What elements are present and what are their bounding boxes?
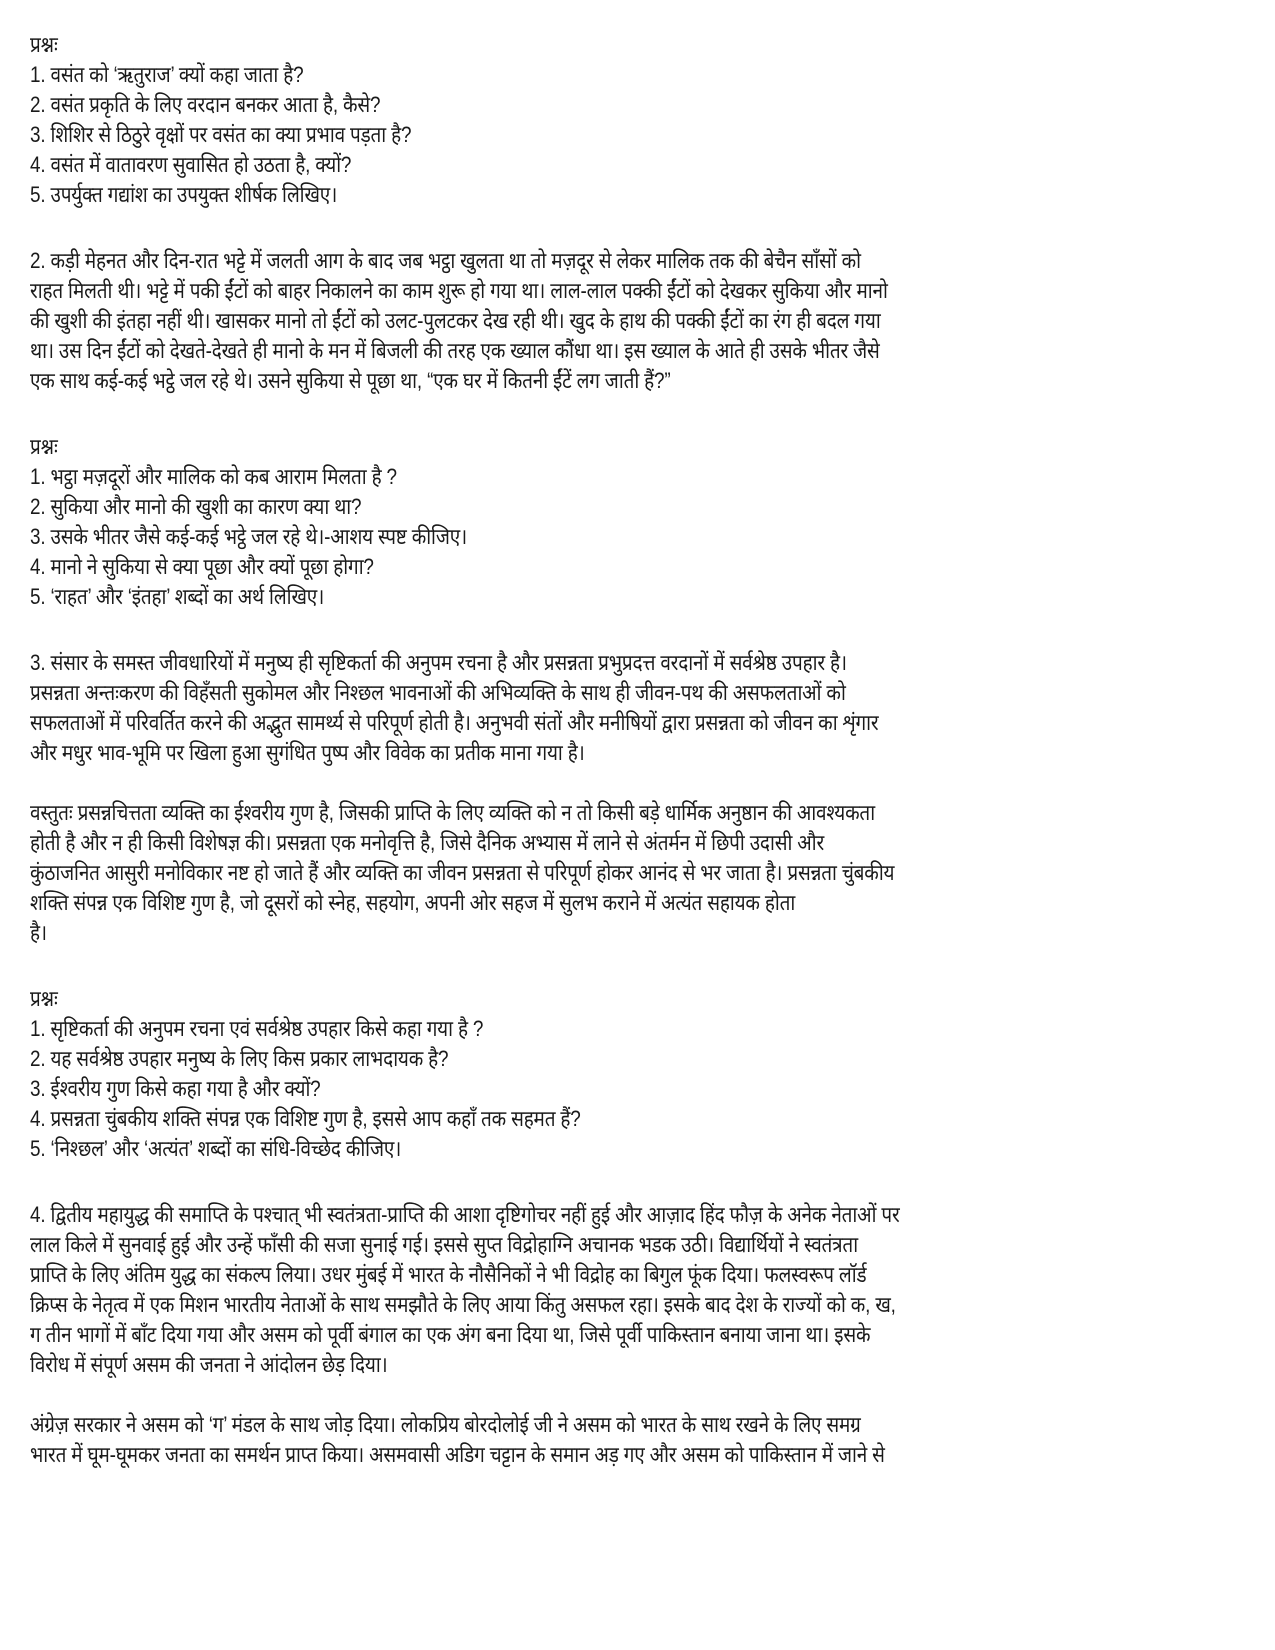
question-item: 1. वसंत को ‘ऋतुराज’ क्यों कहा जाता है? — [30, 62, 304, 87]
passage-line: प्रसन्नता अन्तःकरण की विहँसती सुकोमल और निश्छल भावनाओं की अभिव्यक्ति के साथ ही जीवन-पथ की असफलताओं को — [30, 680, 846, 705]
questions-heading: प्रश्नः — [30, 434, 58, 459]
passage-line: अंग्रेज़ सरकार ने असम को ‘ग’ मंडल के साथ जोड़ दिया। लोकप्रिय बोरदोलोई जी ने असम को भारत के साथ रखने के लिए समग्र — [30, 1412, 861, 1437]
questions-heading: प्रश्नः — [30, 986, 58, 1011]
passage-line: और मधुर भाव-भूमि पर खिला हुआ सुगंधित पुष्प और विवेक का प्रतीक माना गया है। — [30, 740, 585, 765]
question-item: 2. यह सर्वश्रेष्ठ उपहार मनुष्य के लिए किस प्रकार लाभदायक है? — [30, 1046, 449, 1071]
question-item: 3. उसके भीतर जैसे कई-कई भट्ठे जल रहे थे।-आशय स्पष्ट कीजिए। — [30, 524, 468, 549]
passage-line: कुंठाजनित आसुरी मनोविकार नष्ट हो जाते हैं और व्यक्ति का जीवन प्रसन्नता से परिपूर्ण होकर आनंद से भर जाता है। प्रसन्नता चुंबकीय — [30, 860, 895, 885]
question-item: 4. मानो ने सुकिया से क्या पूछा और क्यों पूछा होगा? — [30, 554, 374, 579]
passage-line: वस्तुतः प्रसन्नचित्तता व्यक्ति का ईश्वरीय गुण है, जिसकी प्राप्ति के लिए व्यक्ति को न तो किसी बड़े धार्मिक अनुष्ठान की आवश्यकता — [30, 800, 875, 825]
question-item: 3. ईश्वरीय गुण किसे कहा गया है और क्यों? — [30, 1076, 321, 1101]
questions-block-3 — [30, 984, 1245, 1164]
passage-line: विरोध में संपूर्ण असम की जनता ने आंदोलन छेड़ दिया। — [30, 1352, 388, 1377]
passage-line: की खुशी की इंतहा नहीं थी। खासकर मानो तो ईंटों को उलट-पुलटकर देख रही थी। खुद के हाथ की पक्की ईंटों का रंग ही बदल गया — [30, 308, 881, 333]
passage-3 — [30, 648, 1245, 768]
passage-4 — [30, 1200, 1245, 1380]
question-item: 5. ‘राहत’ और ‘इंतहा’ शब्दों का अर्थ लिखिए। — [30, 584, 325, 609]
question-item: 2. सुकिया और मानो की खुशी का कारण क्या था? — [30, 494, 362, 519]
question-item: 4. वसंत में वातावरण सुवासित हो उठता है, क्यों? — [30, 152, 352, 177]
question-item: 2. वसंत प्रकृति के लिए वरदान बनकर आता है, कैसे? — [30, 92, 381, 117]
passage-2 — [30, 246, 1245, 396]
passage-3-continued — [30, 798, 1245, 948]
passage-line: होती है और न ही किसी विशेषज्ञ की। प्रसन्नता एक मनोवृत्ति है, जिसे दैनिक अभ्यास में लाने से अंतर्मन में छिपी उदासी और — [30, 830, 825, 855]
passage-line: सफलताओं में परिवर्तित करने की अद्भुत सामर्थ्य से परिपूर्ण होती है। अनुभवी संतों और मनीषियों द्वारा प्रसन्नता को जीवन का शृंगार — [30, 710, 879, 735]
passage-line: राहत मिलती थी। भट्टे में पकी ईंटों को बाहर निकालने का काम शुरू हो गया था। लाल-लाल पक्की ईंटों को देखकर सुकिया और मानो — [30, 278, 888, 303]
passage-line: था। उस दिन ईंटों को देखते-देखते ही मानो के मन में बिजली की तरह एक ख्याल कौंधा था। इस ख्याल के आते ही उसके भीतर जैसे — [30, 338, 880, 363]
question-item: 1. सृष्टिकर्ता की अनुपम रचना एवं सर्वश्रेष्ठ उपहार किसे कहा गया है ? — [30, 1016, 484, 1041]
passage-line: है। — [30, 920, 47, 945]
passage-line: ग तीन भागों में बाँट दिया गया और असम को पूर्वी बंगाल का एक अंग बना दिया था, जिसे पूर्वी पाकिस्तान बनाया जाना था। इसके — [30, 1322, 871, 1347]
question-item: 5. उपर्युक्त गद्यांश का उपयुक्त शीर्षक लिखिए। — [30, 182, 338, 207]
passage-line: एक साथ कई-कई भट्ठे जल रहे थे। उसने सुकिया से पूछा था, “एक घर में कितनी ईंटें लग जाती हैं?” — [30, 368, 671, 393]
passage-4-continued — [30, 1410, 1245, 1470]
passage-line: 3. संसार के समस्त जीवधारियों में मनुष्य ही सृष्टिकर्ता की अनुपम रचना है और प्रसन्नता प्रभुप्रदत्त वरदानों में सर्वश्रेष्ठ उपहार है। — [30, 650, 847, 675]
passage-line: शक्ति संपन्न एक विशिष्ट गुण है, जो दूसरों को स्नेह, सहयोग, अपनी ओर सहज में सुलभ कराने में अत्यंत सहायक होता — [30, 890, 796, 915]
question-item: 5. ‘निश्छल’ और ‘अत्यंत’ शब्दों का संधि-विच्छेद कीजिए। — [30, 1136, 402, 1161]
passage-line: 2. कड़ी मेहनत और दिन-रात भट्टे में जलती आग के बाद जब भट्ठा खुलता था तो मज़दूर से लेकर मालिक तक की बेचैन साँसों को — [30, 248, 861, 273]
document-page — [30, 30, 1245, 1470]
passage-line: 4. द्वितीय महायुद्ध की समाप्ति के पश्चात् भी स्वतंत्रता-प्राप्ति की आशा दृष्टिगोचर नहीं हुई और आज़ाद हिंद फौज़ के अनेक नेताओं पर — [30, 1202, 900, 1227]
passage-line: भारत में घूम-घूमकर जनता का समर्थन प्राप्त किया। असमवासी अडिग चट्टान के समान अड़ गए और असम को पाकिस्तान में जाने से — [30, 1442, 885, 1467]
questions-block-2 — [30, 432, 1245, 612]
question-item: 1. भट्ठा मज़दूरों और मालिक को कब आराम मिलता है ? — [30, 464, 397, 489]
passage-line: लाल किले में सुनवाई हुई और उन्हें फाँसी की सजा सुनाई गई। इससे सुप्त विद्रोहाग्नि अचानक भडक उठी। विद्यार्थियों ने स्वतंत्रता — [30, 1232, 858, 1257]
questions-heading: प्रश्नः — [30, 32, 58, 57]
passage-line: क्रिप्स के नेतृत्व में एक मिशन भारतीय नेताओं के साथ समझौते के लिए आया किंतु असफल रहा। इसके बाद देश के राज्यों को क, ख, — [30, 1292, 896, 1317]
question-item: 4. प्रसन्नता चुंबकीय शक्ति संपन्न एक विशिष्ट गुण है, इससे आप कहाँ तक सहमत हैं? — [30, 1106, 581, 1131]
passage-line: प्राप्ति के लिए अंतिम युद्ध का संकल्प लिया। उधर मुंबई में भारत के नौसैनिकों ने भी विद्रोह का बिगुल फूंक दिया। फलस्वरूप लॉर्ड — [30, 1262, 867, 1287]
questions-block-1 — [30, 30, 1245, 210]
question-item: 3. शिशिर से ठिठुरे वृक्षों पर वसंत का क्या प्रभाव पड़ता है? — [30, 122, 412, 147]
